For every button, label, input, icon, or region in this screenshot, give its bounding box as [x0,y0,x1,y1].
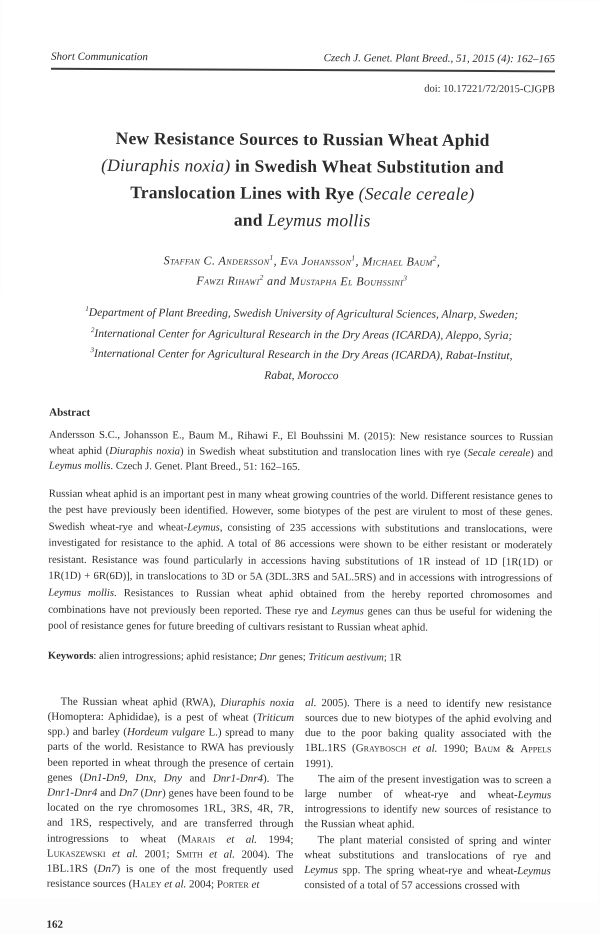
paragraph: al. 2005). There is a need to identify new resistance sources due to new biotypes of the aphid evolving and due to the poor baking quality associated with the 1BL.1RS (Graybosch et al. 1990; Baum & Appels 1991). [304,696,552,770]
header-rule [51,68,555,73]
abstract-heading: Abstract [49,406,91,419]
page-number: 162 [46,919,64,932]
journal-citation: Czech J. Genet. Plant Breed., 51, 2015 (4): 162–165 [323,52,556,66]
doi-text: doi: 10.17221/72/2015-CJGPB [424,83,555,96]
section-label: Short Communication [51,50,148,64]
affiliations: $^1$Department of Plant Breeding, Swedish University of Agricultural Sciences, Alnarp, Sweden; $^2$International Center for Agricultural Research in the Dry Areas (ICARDA), Aleppo, Syria; $^3$International Center for Agricultural Research in the Dry Areas (ICARDA), Rabat-Institut, Rabat, Morocco [85,305,519,382]
abstract-body: Russian wheat aphid is an important pest in many wheat growing countries of the world. Different resistance genes to the pest have previously been identified. However, some biotypes of the pest are virulent to most of these genes. Swedish wheat-rye and wheat-Leymus, consisting of 235 accessions with substitutions and translocations, were investigated for resistance to the aphid. A total of 86 accessions were shown to be either resistant or moderately resistant. Resistance was found particularly in accessions having substitutions of 1R instead of 1D [1R(1D) or 1R(1D) + 6R(6D)], in translocations to 3D or 5A (3DL.3RS and 5AL.5RS) and in accessions with introgressions of Leymus mollis. Resistances to Russian wheat aphid obtained from the hereby reported chromosomes and combinations have not previously been reported. These rye and Leymus genes can thus be useful for widening the pool of resistance genes for future breeding of cultivars resistant to Russian wheat aphid. [48,487,553,634]
page-header [51,51,555,66]
article-title: New Resistance Sources to Russian Wheat Aphid (Diuraphis noxia) in Swedish Wheat Substitution and Translocation Lines with Rye (Secale cereale) and Leymus mollis [101,128,504,231]
author-list: Staffan C. Andersson$^1$, Eva Johansson$^1$, Michael Baum$^2$, Fawzi Rihawi$^2$ and Mustapha El Bouhssini$^3$ [163,252,441,289]
body-columns [47,695,552,895]
paragraph: The plant material consisted of spring and winter wheat substitutions and translocations of rye and Leymus spp. The spring wheat-rye and wheat-Leymus consisted of a total of 57 accessions crossed with [304,833,551,893]
paragraph: The aim of the present investigation was to screen a large number of wheat-rye and wheat-Leymus introgressions to identify new sources of resistance to the Russian wheat aphid. [304,772,552,832]
paragraph: The Russian wheat aphid (RWA), Diuraphis noxia (Homoptera: Aphididae), is a pest of wheat (Triticum spp.) and barley (Hordeum vulgare L.) spread to many parts of the world. Resistance to RWA has previously been reported in wheat through the presence of certain genes (Dn1-Dn9, Dnx, Dny and Dnr1-Dnr4). The Dnr1-Dnr4 and Dn7 (Dnr) genes have been found to be located on the rye chromosomes 1RL, 3RS, 4R, 7R, and 1RS, respectively, and are transferred through introgressions to wheat (Marais et al. 1994; Lukaszewski et al. 2001; Smith et al. 2004). The 1BL.1RS (Dn7) is one of the most frequently used resistance sources (Haley et al. 2004; Porter et [46,695,295,892]
body-column-right [304,696,552,895]
abstract-citation: Andersson S.C., Johansson E., Baum M., Rihawi F., El Bouhssini M. (2015): New resistance sources to Russian wheat aphid (Diuraphis noxia) in Swedish wheat substitution and translocation lines with rye (Secale cereale) and Leymus mollis. Czech J. Genet. Plant Breed., 51: 162–165. [48,428,554,474]
body-column-left [47,695,295,894]
keywords-line: Keywords: alien introgressions; aphid resistance; Dnr genes; Triticum aestivum; 1R [47,650,402,664]
